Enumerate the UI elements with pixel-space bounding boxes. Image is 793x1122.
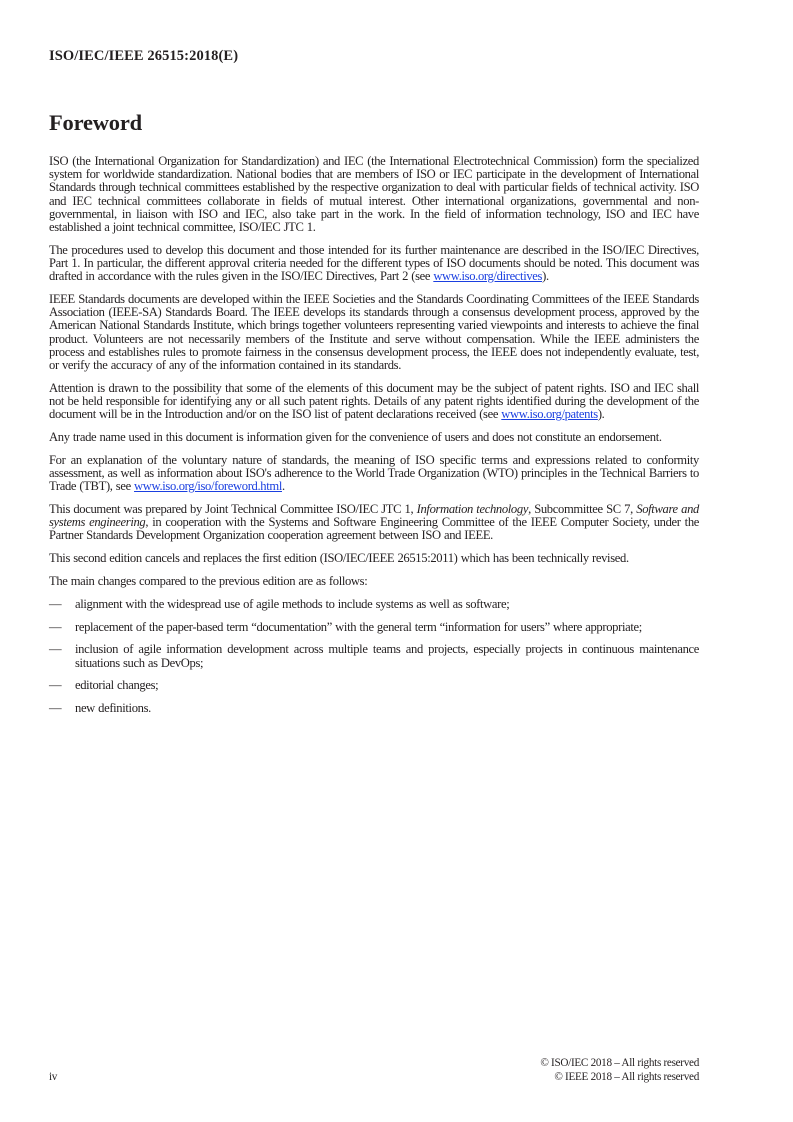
directives-link[interactable]: www.iso.org/directives: [433, 269, 543, 284]
paragraph-text: ).: [542, 269, 549, 284]
copyright-iso: © ISO/IEC 2018 – All rights reserved: [540, 1057, 699, 1069]
dash-bullet-icon: —: [49, 701, 62, 716]
dash-bullet-icon: —: [49, 619, 62, 634]
list-item: [49, 598, 699, 611]
list-item: [49, 643, 699, 669]
copyright-notice: [540, 1057, 699, 1084]
paragraph-text: The procedures used to develop this document and those intended for its further maintenance are described in the ISO/IEC Directives, Part 1. In particular, the different approval criteria needed for the different types of ISO documents should be noted. This document was drafted in accordance with the rules given in the ISO/IEC Directives, Part 2 (see: [49, 242, 699, 284]
list-item-text: inclusion of agile information development across multiple teams and projects, especially projects in continuous maintenance situations such as DevOps;: [75, 642, 699, 670]
paragraph-text: ).: [597, 407, 605, 422]
paragraph-text: , in cooperation with the Systems and Software Engineering Committee of the IEEE Computer Society, under the Partner Standards Development Organization cooperation agreement between ISO and IEEE.: [49, 515, 700, 543]
paragraph-procedures: [49, 244, 699, 284]
list-item-text: editorial changes;: [75, 678, 159, 693]
paragraph-prepared-by: [49, 503, 699, 543]
list-item: [49, 621, 699, 634]
page-number: iv: [49, 1070, 58, 1083]
copyright-ieee: © IEEE 2018 – All rights reserved: [554, 1070, 699, 1083]
changes-list: [49, 598, 699, 716]
paragraph-patent-rights: [49, 382, 699, 422]
list-item-text: replacement of the paper-based term “documentation” with the general term “information for users” where appropriate;: [75, 619, 642, 634]
list-item-text: alignment with the widespread use of agile methods to include systems as well as software;: [75, 596, 510, 611]
patents-link[interactable]: www.iso.org/patents: [501, 407, 598, 422]
document-identifier: ISO/IEC/IEEE 26515:2018(E): [49, 48, 239, 64]
paragraph-text: .: [282, 479, 285, 494]
paragraph-iso-iec-intro: ISO (the International Organization for Standardization) and IEC (the International Electrotechnical Commission) form the specialized system for worldwide standardization. National bodies that are members of ISO or IEC participate in the development of International Standards through technical committees established by the respective organization to deal with particular fields of technical activity. ISO and IEC technical committees collaborate in fields of mutual interest. Other international organizations, governmental and non-governmental, in liaison with ISO and IEC, also take part in the work. In the field of information technology, ISO and IEC have established a joint technical committee, ISO/IEC JTC 1.: [49, 154, 699, 235]
dash-bullet-icon: —: [49, 642, 62, 657]
list-item-text: new definitions.: [75, 701, 151, 716]
page-title: Foreword: [49, 110, 142, 135]
paragraph-text: For an explanation of the voluntary nature of standards, the meaning of ISO specific terms and expressions related to conformity assessment, as well as information about ISO's adherence to the World Trade Organization (WTO) principles in the Technical Barriers to Trade (TBT), see: [49, 452, 699, 494]
list-item: [49, 702, 699, 715]
dash-bullet-icon: —: [49, 678, 62, 693]
committee-title: Information technology: [416, 502, 529, 517]
paragraph-text: This document was prepared by Joint Technical Committee ISO/IEC JTC 1,: [49, 502, 417, 517]
foreword-link[interactable]: www.iso.org/iso/foreword.html: [134, 479, 282, 494]
list-item: [49, 679, 699, 692]
paragraph-trade-name: Any trade name used in this document is information given for the convenience of users and does not constitute an endorsement.: [49, 430, 662, 445]
paragraph-ieee-standards: IEEE Standards documents are developed within the IEEE Societies and the Standards Coordinating Committees of the IEEE Standards Association (IEEE-SA) Standards Board. The IEEE develops its standards through a consensus development process, approved by the American National Standards Institute, which brings together volunteers representing varied viewpoints and interests to achieve the final product. Volunteers are not necessarily members of the Institute and serve without compensation. While the IEEE administers the process and establishes rules to promote fairness in the consensus development process, the IEEE does not independently evaluate, test, or verify the accuracy of any of the information contained in its standards.: [49, 292, 699, 373]
foreword-body: [49, 155, 699, 725]
subcommittee-title: Software and systems engineering: [49, 502, 699, 530]
paragraph-main-changes: The main changes compared to the previous edition are as follows:: [49, 574, 368, 589]
paragraph-text: , Subcommittee SC 7,: [528, 502, 637, 517]
paragraph-text: Attention is drawn to the possibility that some of the elements of this document may be the subject of patent rights. ISO and IEC shall not be held responsible for identifying any or all such patent rights. Details of any patent rights identified during the development of the document will be in the Introduction and/or on the ISO list of patent declarations received (see: [49, 380, 699, 422]
dash-bullet-icon: —: [49, 596, 62, 611]
paragraph-voluntary-nature: [49, 454, 699, 494]
paragraph-edition: This second edition cancels and replaces the first edition (ISO/IEC/IEEE 26515:2011) which has been technically revised.: [49, 551, 629, 566]
